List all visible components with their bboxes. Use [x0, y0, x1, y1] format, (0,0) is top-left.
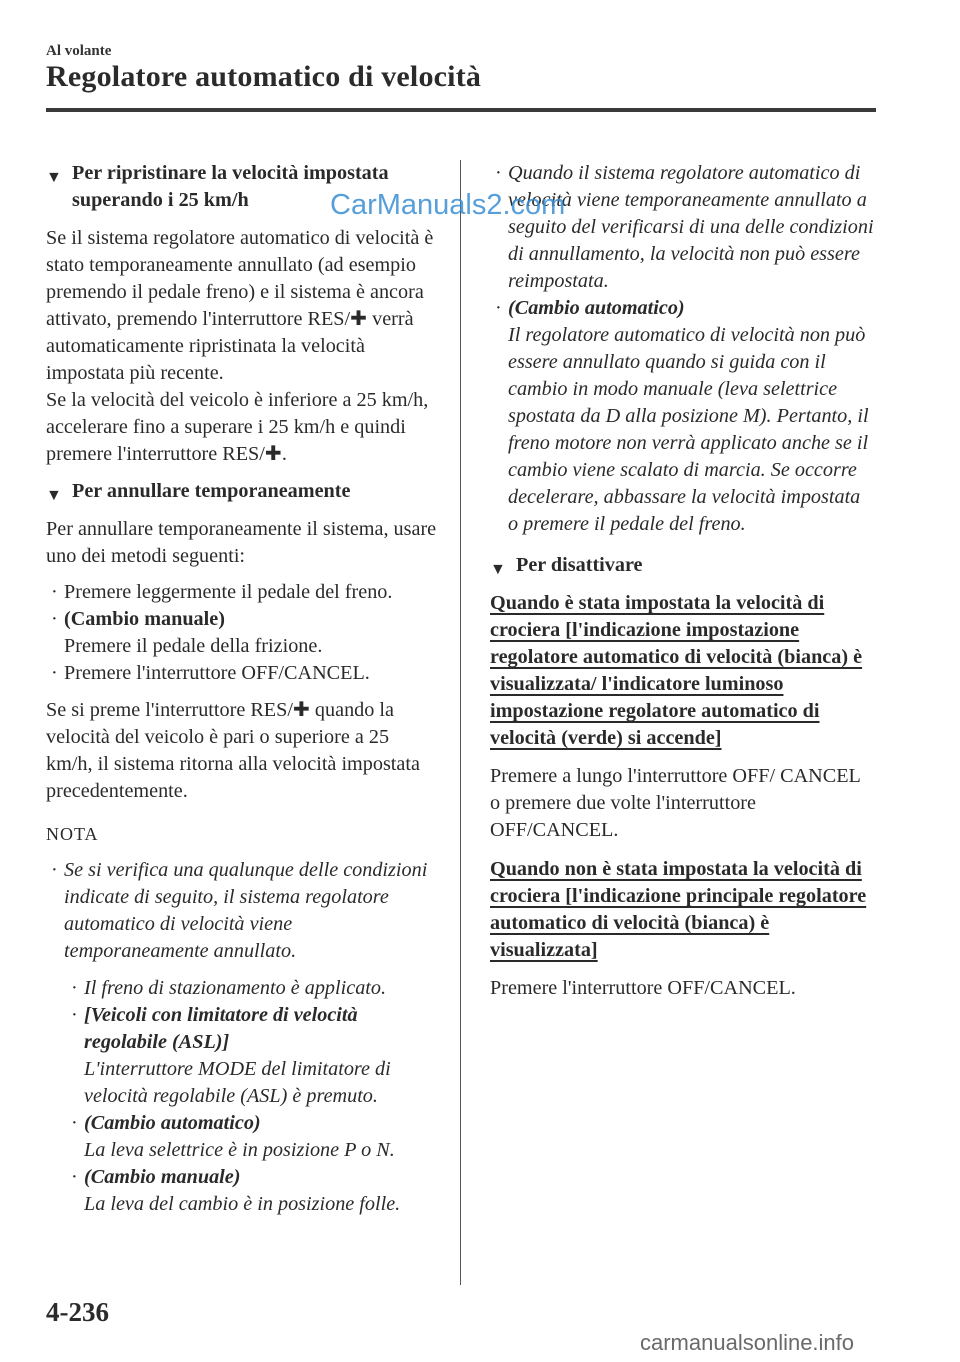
cancel-paragraph: Se si preme l'interruttore RES/✚ quando la velocità del veicolo è pari o superiore a 25 km/h, il sistema ritorna alla velocità impostata precedentemente. [46, 699, 420, 802]
subheading-cruise-not-set [490, 856, 875, 964]
nota-item-manual-text: La leva del cambio è in posizione folle. [84, 1193, 401, 1215]
nota-item-reset-text: Quando il sistema regolatore automatico di velocità viene temporaneamente annullato a seguito del verificarsi di una delle condizioni di annullamento, la velocità non può essere reimpostata. [508, 162, 874, 292]
cancel-item-switch [46, 660, 438, 687]
heading-disable-text: Per disattivare [516, 554, 643, 576]
bullet-dot-icon: · [71, 1166, 78, 1188]
nota-item-asl [66, 1002, 438, 1110]
restore-paragraph-2: Se la velocità del veicolo è inferiore a 25 km/h, accelerare fino a superare i 25 km/h e quindi premere l'interruttore RES/✚. [46, 389, 429, 465]
cancel-item-clutch-label: (Cambio manuale) [64, 608, 225, 630]
subheading-cruise-set [490, 590, 875, 752]
bullet-dot-icon: · [51, 581, 58, 603]
cancel-item-brake [46, 579, 438, 606]
cancel-item-clutch [46, 606, 438, 660]
nota-item-automatic-label: (Cambio automatico) [84, 1112, 261, 1134]
bullet-dot-icon: · [51, 608, 58, 630]
nota-item-asl-text: L'interruttore MODE del limitatore di velocità regolabile (ASL) è premuto. [84, 1058, 391, 1107]
nota-item-automatic-manual-mode-label: (Cambio automatico) [508, 297, 685, 319]
restore-paragraph-1: Se il sistema regolatore automatico di velocità è stato temporaneamente annullato (ad esempio premendo il pedale freno) e il sistema è ancora attivato, premendo l'interruttore RES/✚ verrà automaticamente ripristinata la velocità impostata più recente. [46, 227, 434, 384]
bullet-dot-icon: · [495, 297, 502, 319]
watermark-top: CarManuals2.com [330, 189, 566, 221]
nota-intro [46, 857, 438, 965]
page-number: 4-236 [46, 1297, 109, 1327]
cancel-item-switch-text: Premere l'interruttore OFF/CANCEL. [64, 662, 370, 684]
triangle-down-icon: ▼ [490, 561, 506, 578]
subheading-cruise-set-text: Quando è stata impostata la velocità di crociera [l'indicazione impostazione regolatore automatico di velocità (bianca) è visualizzata/ l'indicatore luminoso impostazione regolatore automatico di velocità (verde) si accende] [490, 592, 863, 749]
cruise-not-set-instruction: Premere l'interruttore OFF/CANCEL. [490, 977, 796, 999]
right-column [490, 160, 875, 1002]
bullet-dot-icon: · [71, 977, 78, 999]
nota-label: NOTA [46, 824, 99, 844]
cancel-intro: Per annullare temporaneamente il sistema, usare uno dei metodi seguenti: [46, 518, 437, 567]
page-title: Regolatore automatico di velocità [46, 60, 482, 93]
watermark-bottom: carmanualsonline.info [640, 1330, 855, 1355]
triangle-down-icon: ▼ [46, 169, 62, 186]
title-rule [46, 108, 876, 112]
section-label: Al volante [46, 43, 112, 59]
nota-item-manual [66, 1164, 438, 1218]
subheading-cruise-not-set-text: Quando non è stata impostata la velocità di crociera [l'indicazione principale regolatore automatico di velocità (bianca) è visualizzata] [490, 858, 867, 961]
left-column [46, 160, 438, 1218]
heading-restore-text: Per ripristinare la velocità impostata superando i 25 km/h [72, 162, 389, 211]
nota-intro-text: Se si verifica una qualunque delle condizioni indicate di seguito, il sistema regolatore automatico di velocità viene temporaneamente annullato. [64, 859, 428, 962]
cancel-item-clutch-text: Premere il pedale della frizione. [64, 635, 323, 657]
nota-item-parking-brake [66, 975, 438, 1002]
nota-item-automatic-manual-mode-text: Il regolatore automatico di velocità non può essere annullato quando si guida con il cambio in modo manuale (leva selettrice spostata da D alla posizione M). Pertanto, il freno motore non verrà applicato anche se il cambio viene scalato di marcia. Se occorre decelerare, abbassare la velocità impostata o premere il pedale del freno. [508, 324, 869, 535]
heading-cancel [46, 478, 438, 505]
cruise-set-instruction: Premere a lungo l'interruttore OFF/ CANCEL o premere due volte l'interruttore OFF/CANCEL. [490, 765, 861, 841]
nota-item-asl-label: [Veicoli con limitatore di velocità regolabile (ASL)] [84, 1004, 358, 1053]
nota-item-manual-label: (Cambio manuale) [84, 1166, 241, 1188]
bullet-dot-icon: · [51, 859, 58, 881]
nota-item-reset [490, 160, 875, 295]
column-divider [460, 160, 461, 1285]
cancel-item-brake-text: Premere leggermente il pedale del freno. [64, 581, 393, 603]
heading-disable [490, 552, 875, 579]
nota-item-automatic-manual-mode [490, 295, 875, 538]
nota-item-automatic [66, 1110, 438, 1164]
bullet-dot-icon: · [71, 1004, 78, 1026]
triangle-down-icon: ▼ [46, 487, 62, 504]
bullet-dot-icon: · [51, 662, 58, 684]
nota-item-parking-brake-text: Il freno di stazionamento è applicato. [84, 977, 387, 999]
heading-cancel-text: Per annullare temporaneamente [72, 480, 351, 502]
bullet-dot-icon: · [495, 162, 502, 184]
bullet-dot-icon: · [71, 1112, 78, 1134]
nota-item-automatic-text: La leva selettrice è in posizione P o N. [84, 1139, 395, 1161]
